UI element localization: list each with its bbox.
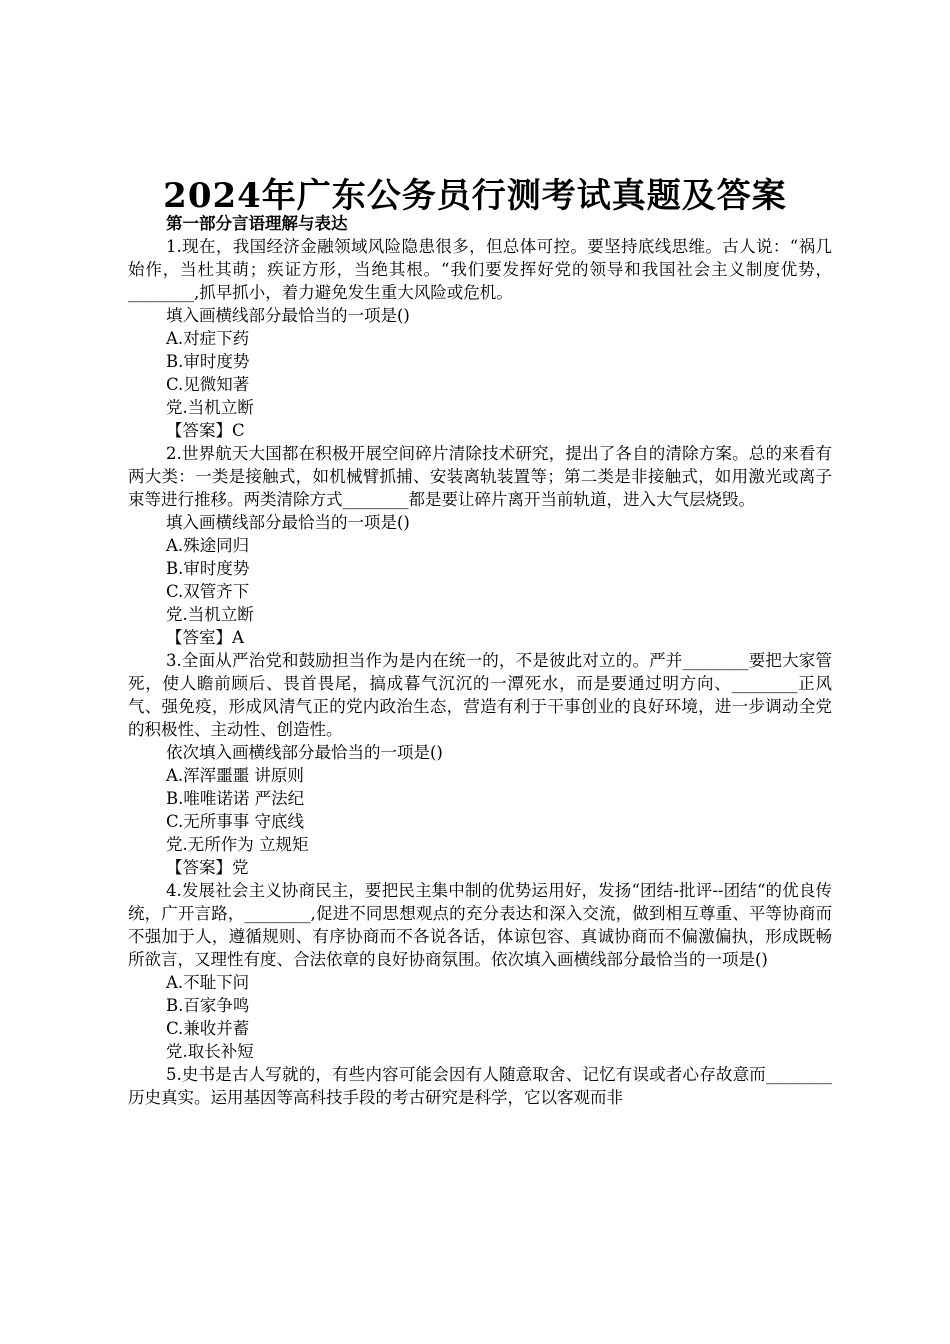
option: B.百家争鸣: [166, 996, 250, 1015]
option: C.双管齐下: [166, 582, 250, 601]
question-stem: 2.世界航天大国都在积极开展空间碎片清除技术研究，提出了各自的清除方案。总的来看有两大类：一类是接触式，如机械臂抓捕、安装离轨装置等；第二类是非接触式，如用激光或离子束等进行推移。两类清除方式________都是要让碎片离开当前轨道，进入大气层烧毁。: [128, 444, 832, 509]
option: 党.当机立断: [166, 605, 254, 624]
option: 党.无所作为 立规矩: [166, 835, 309, 854]
option: A.不耻下问: [166, 973, 250, 992]
option: C.见微知著: [166, 375, 250, 394]
option: 党.当机立断: [166, 398, 254, 417]
option: A.殊途同归: [166, 536, 250, 555]
question-prompt: 填入画横线部分最恰当的一项是(): [166, 513, 410, 532]
document-title: 2024年广东公务员行测考试真题及答案: [163, 176, 787, 216]
option: A.对症下药: [166, 329, 250, 348]
question-stem: 5.史书是古人写就的，有些内容可能会因有人随意取舍、记忆有误或者心存故意而________历史真实。运用基因等高科技手段的考古研究是科学，它以客观而非: [128, 1065, 832, 1107]
option: B.审时度势: [166, 559, 250, 578]
question-stem: 1.现在，我国经济金融领域风险隐患很多，但总体可控。要坚持底线思维。古人说：“祸几始作，当杜其萌；疾证方形，当绝其根。“我们要发挥好党的领导和我国社会主义制度优势，________,抓早抓小，着力避免发生重大风险或危机。: [128, 237, 832, 302]
question-stem: 3.全面从严治党和鼓励担当作为是内在统一的，不是彼此对立的。严并________要把大家管死，使人瞻前顾后、畏首畏尾，搞成暮气沉沉的一潭死水，而是要通过明方向、________正风气、强免疫，形成风清气正的党内政治生态，营造有利于干事创业的良好环境，进一步调动全党的积极性、主动性、创造性。: [128, 651, 832, 739]
answer: 【答案】党: [166, 858, 249, 877]
answer: 【答案】C: [166, 421, 245, 440]
option: B.唯唯诺诺 严法纪: [166, 789, 305, 808]
question-stem: 4.发展社会主义协商民主，要把民主集中制的优势运用好，发扬“团结-批评--团结“的优良传统，广开言路，________,促进不同思想观点的充分表达和深入交流，做到相互尊重、平等协商而不强加于人，遵循规则、有序协商而不各说各话，体谅包容、真诚协商而不偏激偏执，形成既畅所欲言，又理性有度、合法依章的良好协商氛围。依次填入画横线部分最恰当的一项是(): [128, 881, 832, 969]
question-prompt: 填入画横线部分最恰当的一项是(): [166, 306, 410, 325]
option: C.无所事事 守底线: [166, 812, 305, 831]
document-body: [128, 212, 832, 1109]
option: B.审时度势: [166, 352, 250, 371]
section-heading: 第一部分言语理解与表达: [166, 214, 348, 233]
option: C.兼收并蓄: [166, 1019, 250, 1038]
answer: 【答室】A: [166, 628, 244, 647]
question-prompt: 依次填入画横线部分最恰当的一项是(): [166, 743, 443, 762]
option: 党.取长补短: [166, 1042, 254, 1061]
option: A.浑浑噩噩 讲原则: [166, 766, 304, 785]
